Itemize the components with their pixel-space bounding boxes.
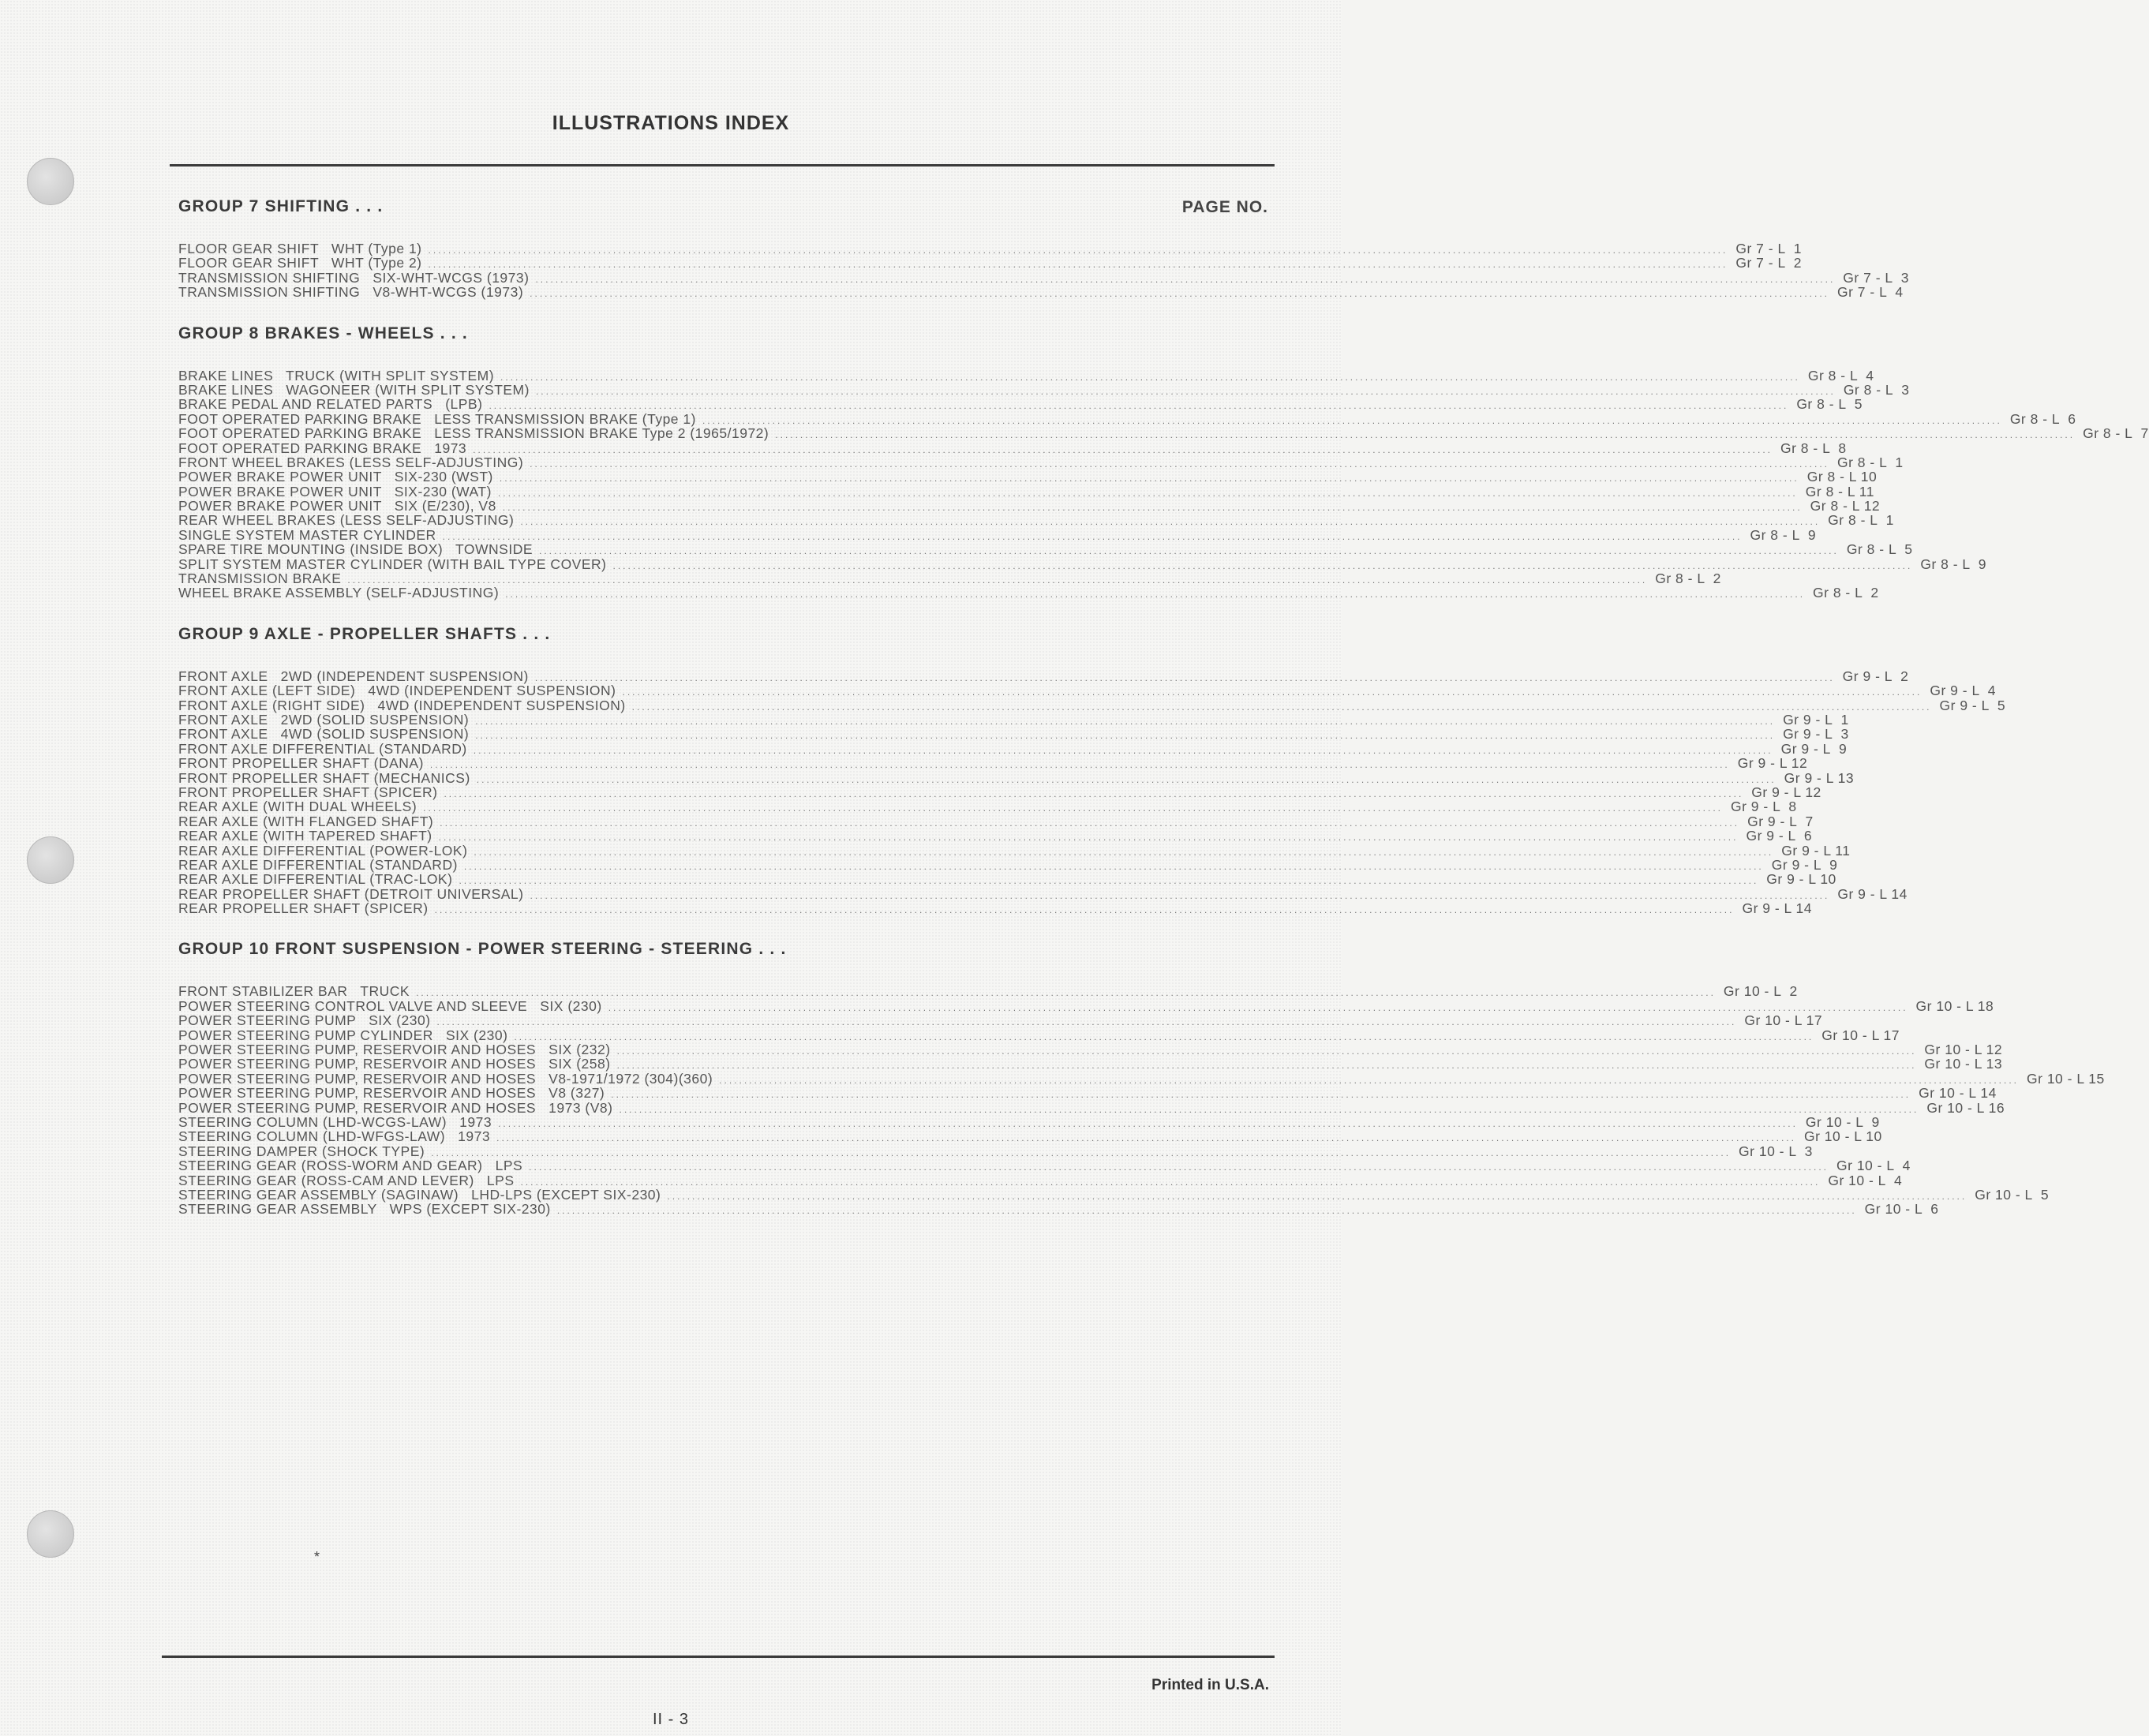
entry-title: REAR AXLE (WITH FLANGED SHAFT): [178, 813, 434, 829]
entry-page-ref: Gr 10 - L 14: [1919, 1085, 1997, 1102]
index-entry: [178, 842, 1851, 859]
entry-page-ref: Gr 10 - L 12: [1924, 1042, 2003, 1058]
dot-leader: ....................................................................................................................................................................................................................................................................: [416, 987, 1716, 999]
entry-page-ref: Gr 9 - L 3: [1783, 726, 1849, 743]
dot-leader: ....................................................................................................................................................................................................................................................................: [423, 803, 1723, 814]
entry-title: POWER STEERING PUMP, RESERVOIR AND HOSES V8 (327): [178, 1085, 605, 1102]
dot-leader: ....................................................................................................................................................................................................................................................................: [438, 832, 1739, 844]
index-entry: [178, 1113, 1880, 1130]
entry-page-ref: Gr 8 - L 9: [1750, 526, 1817, 543]
entry-page-ref: Gr 8 - L 4: [1807, 367, 1874, 383]
entry-title: FRONT PROPELLER SHAFT (MECHANICS): [178, 769, 470, 786]
entry-title: FOOT OPERATED PARKING BRAKE LESS TRANSMISSION BRAKE (Type 1): [178, 410, 696, 427]
page-title: ILLUSTRATIONS INDEX: [552, 112, 790, 134]
dot-leader: ....................................................................................................................................................................................................................................................................: [619, 1103, 1919, 1115]
entry-title: FRONT AXLE 4WD (SOLID SUSPENSION): [178, 726, 470, 743]
index-entry: [178, 255, 1802, 271]
index-entry: [178, 997, 1994, 1014]
dot-leader: ....................................................................................................................................................................................................................................................................: [702, 414, 2002, 426]
bottom-rule: [162, 1656, 1275, 1658]
entry-title: STEERING GEAR ASSEMBLY WPS (EXCEPT SIX-230): [178, 1201, 551, 1218]
entry-title: POWER STEERING PUMP, RESERVOIR AND HOSES SIX (232): [178, 1042, 611, 1058]
entry-title: STEERING COLUMN (LHD-WCGS-LAW) 1973: [178, 1113, 492, 1130]
entry-page-ref: Gr 9 - L 12: [1737, 755, 1808, 772]
entry-title: REAR AXLE DIFFERENTIAL (TRAC-LOK): [178, 871, 453, 888]
index-entry: [178, 668, 1909, 684]
dot-leader: ....................................................................................................................................................................................................................................................................: [473, 744, 1773, 756]
index-content: [178, 195, 2149, 1218]
binder-hole-middle: [27, 836, 74, 884]
entry-page-ref: Gr 10 - L 9: [1805, 1113, 1880, 1130]
entry-title: STEERING GEAR (ROSS-CAM AND LEVER) LPS: [178, 1172, 515, 1188]
entry-title: STEERING GEAR ASSEMBLY (SAGINAW) LHD-LPS (EXCEPT SIX-230): [178, 1186, 661, 1203]
index-entry: [178, 799, 1797, 815]
index-entry: [178, 1027, 1900, 1043]
entry-title: TRANSMISSION SHIFTING V8-WHT-WCGS (1973): [178, 284, 524, 301]
entry-title: FRONT AXLE 2WD (INDEPENDENT SUSPENSION): [178, 668, 529, 684]
entry-page-ref: Gr 8 - L 1: [1828, 512, 1894, 529]
entry-title: POWER STEERING PUMP, RESERVOIR AND HOSES 1973 (V8): [178, 1099, 613, 1116]
entry-title: FOOT OPERATED PARKING BRAKE 1973: [178, 440, 467, 456]
entry-title: REAR PROPELLER SHAFT (SPICER): [178, 900, 429, 917]
entry-page-ref: Gr 9 - L 4: [1930, 683, 1996, 699]
entry-page-ref: Gr 8 - L 1: [1837, 454, 1904, 470]
dot-leader: ....................................................................................................................................................................................................................................................................: [539, 545, 1839, 557]
group-heading: GROUP 10 FRONT SUSPENSION - POWER STEERING - STEERING . . .: [178, 940, 787, 959]
entry-title: POWER STEERING CONTROL VALVE AND SLEEVE SIX (230): [178, 997, 602, 1014]
entry-title: REAR PROPELLER SHAFT (DETROIT UNIVERSAL): [178, 885, 524, 902]
dot-leader: ....................................................................................................................................................................................................................................................................: [499, 473, 1799, 485]
dot-leader: ....................................................................................................................................................................................................................................................................: [429, 759, 1730, 771]
group-heading: GROUP 9 AXLE - PROPELLER SHAFTS . . .: [178, 624, 551, 643]
entry-title: POWER BRAKE POWER UNIT SIX-230 (WAT): [178, 483, 492, 499]
entry-page-ref: Gr 9 - L 14: [1837, 885, 1908, 902]
entry-page-ref: Gr 9 - L 1: [1783, 711, 1849, 728]
entry-title: TRANSMISSION SHIFTING SIX-WHT-WCGS (1973): [178, 269, 530, 286]
index-entry: [178, 1042, 2003, 1058]
index-entry: [178, 885, 1908, 902]
index-entry: [178, 769, 1855, 786]
entry-title: BRAKE LINES TRUCK (WITH SPLIT SYSTEM): [178, 367, 495, 383]
entry-page-ref: Gr 8 - L 5: [1846, 541, 1913, 558]
index-entry: [178, 1172, 1903, 1188]
entry-title: POWER STEERING PUMP SIX (230): [178, 1012, 431, 1029]
entry-title: REAR AXLE DIFFERENTIAL (STANDARD): [178, 856, 458, 873]
index-entry: [178, 541, 1913, 558]
index-entry: [178, 740, 1848, 757]
index-entry: [178, 1085, 1997, 1102]
dot-leader: ....................................................................................................................................................................................................................................................................: [428, 259, 1728, 271]
dot-leader: ....................................................................................................................................................................................................................................................................: [500, 371, 1800, 383]
entry-title: POWER STEERING PUMP, RESERVOIR AND HOSES SIX (258): [178, 1056, 611, 1072]
dot-leader: ....................................................................................................................................................................................................................................................................: [667, 1190, 1967, 1202]
entry-page-ref: Gr 9 - L 9: [1780, 740, 1848, 757]
index-entry: [178, 381, 1910, 398]
index-entry: [178, 828, 1813, 844]
entry-page-ref: Gr 8 - L 12: [1810, 498, 1881, 514]
asterisk-mark: *: [314, 1549, 320, 1565]
entry-page-ref: Gr 9 - L 9: [1771, 856, 1838, 873]
dot-leader: ....................................................................................................................................................................................................................................................................: [442, 530, 1743, 542]
dot-leader: ....................................................................................................................................................................................................................................................................: [463, 860, 1764, 872]
dot-leader: ....................................................................................................................................................................................................................................................................: [719, 1074, 2020, 1086]
index-entry: [178, 1012, 1823, 1029]
entry-page-ref: Gr 10 - L 17: [1744, 1012, 1823, 1029]
entry-page-ref: Gr 8 - L 5: [1796, 396, 1863, 413]
entry-title: FRONT WHEEL BRAKES (LESS SELF-ADJUSTING): [178, 454, 524, 470]
index-entry: [178, 440, 1847, 456]
dot-leader: ....................................................................................................................................................................................................................................................................: [616, 1060, 1917, 1072]
entry-title: POWER BRAKE POWER UNIT SIX (E/230), V8: [178, 498, 496, 514]
entry-title: FRONT STABILIZER BAR TRUCK: [178, 983, 410, 1000]
dot-leader: ....................................................................................................................................................................................................................................................................: [489, 400, 1789, 412]
dot-leader: ....................................................................................................................................................................................................................................................................: [347, 574, 1648, 586]
index-entry: [178, 512, 1894, 529]
entry-page-ref: Gr 8 - L 10: [1806, 469, 1878, 485]
entry-title: SINGLE SYSTEM MASTER CYLINDER: [178, 526, 436, 543]
entry-title: FOOT OPERATED PARKING BRAKE LESS TRANSMISSION BRAKE Type 2 (1965/1972): [178, 425, 769, 442]
index-entry: [178, 755, 1808, 772]
entry-page-ref: Gr 9 - L 13: [1784, 769, 1855, 786]
index-entry: [178, 1099, 2005, 1116]
entry-page-ref: Gr 10 - L 15: [2027, 1070, 2105, 1087]
entry-page-ref: Gr 10 - L 4: [1836, 1158, 1911, 1174]
index-entry: [178, 1186, 2050, 1203]
entry-page-ref: Gr 10 - L 13: [1924, 1056, 2003, 1072]
index-entry: [178, 871, 1836, 888]
binder-hole-top: [27, 158, 74, 205]
dot-leader: ....................................................................................................................................................................................................................................................................: [529, 1162, 1829, 1173]
index-entry: [178, 1143, 1813, 1159]
entry-title: REAR AXLE (WITH DUAL WHEELS): [178, 799, 417, 815]
entry-title: STEERING GEAR (ROSS-WORM AND GEAR) LPS: [178, 1158, 523, 1174]
dot-leader: ....................................................................................................................................................................................................................................................................: [530, 458, 1829, 470]
dot-leader: ....................................................................................................................................................................................................................................................................: [497, 487, 1798, 499]
entry-title: FLOOR GEAR SHIFT WHT (Type 1): [178, 241, 422, 256]
entry-title: FRONT AXLE DIFFERENTIAL (STANDARD): [178, 740, 467, 757]
index-entry: [178, 571, 1721, 587]
dot-leader: ....................................................................................................................................................................................................................................................................: [505, 589, 1806, 600]
index-entry: [178, 269, 1909, 286]
group-section: [178, 600, 2006, 917]
dot-leader: ....................................................................................................................................................................................................................................................................: [474, 846, 1774, 858]
binder-hole-bottom: [27, 1510, 74, 1558]
index-entry: [178, 284, 1904, 301]
index-entry: [178, 483, 1874, 499]
entry-page-ref: Gr 10 - L 10: [1803, 1128, 1882, 1145]
group-section: [178, 300, 2149, 601]
index-entry: [178, 556, 1986, 572]
entry-page-ref: Gr 10 - L 17: [1821, 1027, 1900, 1043]
entry-page-ref: Gr 10 - L 18: [1915, 997, 1994, 1014]
index-entry: [178, 1070, 2105, 1087]
group-section: [178, 195, 1909, 301]
index-entry: [178, 454, 1904, 470]
entry-page-ref: Gr 9 - L 2: [1842, 668, 1909, 684]
entry-page-ref: Gr 10 - L 16: [1926, 1099, 2005, 1116]
group-heading: GROUP 8 BRAKES - WHEELS . . .: [178, 324, 468, 342]
entry-page-ref: Gr 9 - L 14: [1742, 900, 1812, 917]
index-entry: [178, 469, 1878, 485]
dot-leader: ....................................................................................................................................................................................................................................................................: [530, 288, 1829, 300]
index-entry: [178, 711, 1849, 728]
entry-title: POWER STEERING PUMP CYLINDER SIX (230): [178, 1027, 508, 1043]
top-rule: [170, 164, 1275, 166]
index-entry: [178, 526, 1817, 543]
printed-in-label: Printed in U.S.A.: [1151, 1677, 1269, 1693]
entry-title: FRONT AXLE (RIGHT SIDE) 4WD (INDEPENDENT SUSPENSION): [178, 697, 626, 713]
dot-leader: ....................................................................................................................................................................................................................................................................: [622, 687, 1922, 698]
entry-title: POWER BRAKE POWER UNIT SIX-230 (WST): [178, 469, 493, 485]
dot-leader: ....................................................................................................................................................................................................................................................................: [631, 701, 1932, 713]
dot-leader: ....................................................................................................................................................................................................................................................................: [611, 1089, 1911, 1101]
index-entry: [178, 585, 1879, 601]
entry-page-ref: Gr 10 - L 2: [1723, 983, 1798, 1000]
entry-page-ref: Gr 9 - L 5: [1939, 697, 2006, 713]
index-entry: [178, 697, 2006, 713]
dot-leader: ....................................................................................................................................................................................................................................................................: [434, 904, 1735, 916]
entry-title: REAR AXLE (WITH TAPERED SHAFT): [178, 828, 432, 844]
dot-leader: ....................................................................................................................................................................................................................................................................: [514, 1031, 1814, 1042]
index-entry: [178, 900, 1812, 917]
dot-leader: ....................................................................................................................................................................................................................................................................: [775, 429, 2076, 441]
dot-leader: ....................................................................................................................................................................................................................................................................: [459, 875, 1759, 887]
dot-leader: ....................................................................................................................................................................................................................................................................: [556, 1205, 1857, 1217]
entry-title: FRONT PROPELLER SHAFT (DANA): [178, 755, 424, 772]
entry-title: FRONT PROPELLER SHAFT (SPICER): [178, 784, 438, 800]
dot-leader: ....................................................................................................................................................................................................................................................................: [498, 1117, 1798, 1129]
dot-leader: ....................................................................................................................................................................................................................................................................: [535, 385, 1836, 397]
entry-page-ref: Gr 7 - L 2: [1735, 255, 1802, 271]
dot-leader: ....................................................................................................................................................................................................................................................................: [520, 516, 1821, 528]
entry-page-ref: Gr 7 - L 3: [1843, 269, 1909, 286]
index-entry: [178, 784, 1821, 800]
dot-leader: ....................................................................................................................................................................................................................................................................: [475, 715, 1776, 727]
index-entry: [178, 396, 1863, 413]
entry-title: BRAKE PEDAL AND RELATED PARTS (LPB): [178, 396, 483, 413]
dot-leader: ....................................................................................................................................................................................................................................................................: [496, 1132, 1796, 1144]
entry-page-ref: Gr 7 - L 4: [1837, 284, 1904, 301]
index-entry: [178, 367, 1874, 383]
dot-leader: ....................................................................................................................................................................................................................................................................: [534, 672, 1835, 683]
dot-leader: ....................................................................................................................................................................................................................................................................: [502, 502, 1803, 514]
dot-leader: ....................................................................................................................................................................................................................................................................: [520, 1176, 1821, 1188]
index-entry: [178, 425, 2149, 442]
entry-page-ref: Gr 9 - L 6: [1746, 828, 1813, 844]
entry-page-ref: Gr 10 - L 5: [1975, 1186, 2050, 1203]
entry-title: POWER STEERING PUMP, RESERVOIR AND HOSES V8-1971/1972 (304)(360): [178, 1070, 713, 1087]
index-entry: [178, 241, 1802, 256]
index-entry: [178, 1128, 1882, 1145]
entry-page-ref: Gr 9 - L 8: [1731, 799, 1797, 815]
entry-title: SPLIT SYSTEM MASTER CYLINDER (WITH BAIL TYPE COVER): [178, 556, 607, 572]
index-entry: [178, 856, 1838, 873]
entry-title: FRONT AXLE (LEFT SIDE) 4WD (INDEPENDENT SUSPENSION): [178, 683, 616, 699]
index-entry: [178, 726, 1849, 743]
dot-leader: ....................................................................................................................................................................................................................................................................: [530, 889, 1830, 901]
dot-leader: ....................................................................................................................................................................................................................................................................: [444, 788, 1744, 799]
dot-leader: ....................................................................................................................................................................................................................................................................: [535, 273, 1836, 285]
entry-page-ref: Gr 8 - L 2: [1655, 571, 1721, 587]
index-entry: [178, 1158, 1911, 1174]
dot-leader: ....................................................................................................................................................................................................................................................................: [608, 1001, 1908, 1013]
index-entry: [178, 1201, 1939, 1218]
entry-page-ref: Gr 9 - L 7: [1747, 813, 1814, 829]
page-number: II - 3: [652, 1711, 689, 1728]
group-heading: GROUP 7 SHIFTING . . .: [178, 197, 384, 215]
entry-page-ref: Gr 8 - L 3: [1843, 381, 1910, 398]
entry-page-ref: Gr 8 - L 7: [2083, 425, 2149, 442]
entry-page-ref: Gr 9 - L 11: [1781, 842, 1851, 859]
entry-title: REAR WHEEL BRAKES (LESS SELF-ADJUSTING): [178, 512, 515, 529]
dot-leader: ....................................................................................................................................................................................................................................................................: [428, 245, 1728, 256]
entry-page-ref: Gr 9 - L 10: [1766, 871, 1836, 888]
index-entry: [178, 410, 2076, 427]
dot-leader: ....................................................................................................................................................................................................................................................................: [431, 1147, 1732, 1158]
entry-page-ref: Gr 10 - L 6: [1864, 1201, 1939, 1218]
group-section: [178, 915, 2105, 1218]
entry-title: REAR AXLE DIFFERENTIAL (POWER-LOK): [178, 842, 468, 859]
entry-title: STEERING DAMPER (SHOCK TYPE): [178, 1143, 425, 1159]
entry-title: BRAKE LINES WAGONEER (WITH SPLIT SYSTEM): [178, 381, 530, 398]
entry-title: WHEEL BRAKE ASSEMBLY (SELF-ADJUSTING): [178, 585, 500, 601]
entry-title: FLOOR GEAR SHIFT WHT (Type 2): [178, 255, 422, 271]
dot-leader: ....................................................................................................................................................................................................................................................................: [436, 1016, 1737, 1028]
entry-page-ref: Gr 8 - L 2: [1813, 585, 1879, 601]
entry-title: STEERING COLUMN (LHD-WFGS-LAW) 1973: [178, 1128, 491, 1145]
entry-page-ref: Gr 8 - L 9: [1920, 556, 1986, 572]
dot-leader: ....................................................................................................................................................................................................................................................................: [616, 1046, 1917, 1057]
entry-title: FRONT AXLE 2WD (SOLID SUSPENSION): [178, 711, 470, 728]
dot-leader: ....................................................................................................................................................................................................................................................................: [612, 559, 1913, 571]
entry-page-ref: Gr 10 - L 3: [1739, 1143, 1813, 1159]
entry-page-ref: Gr 8 - L 8: [1780, 440, 1847, 456]
entry-page-ref: Gr 9 - L 12: [1751, 784, 1821, 800]
entry-page-ref: Gr 7 - L 1: [1735, 241, 1802, 256]
index-entry: [178, 813, 1814, 829]
entry-title: SPARE TIRE MOUNTING (INSIDE BOX) TOWNSIDE: [178, 541, 534, 558]
index-entry: [178, 683, 1996, 699]
page-no-header: PAGE NO.: [1181, 198, 1268, 216]
dot-leader: ....................................................................................................................................................................................................................................................................: [475, 730, 1776, 742]
entry-page-ref: Gr 8 - L 11: [1805, 483, 1874, 499]
dot-leader: ....................................................................................................................................................................................................................................................................: [476, 773, 1776, 785]
dot-leader: ....................................................................................................................................................................................................................................................................: [440, 817, 1740, 829]
entry-page-ref: Gr 8 - L 6: [2009, 410, 2076, 427]
dot-leader: ....................................................................................................................................................................................................................................................................: [473, 443, 1773, 455]
entry-page-ref: Gr 10 - L 4: [1828, 1172, 1903, 1188]
index-entry: [178, 1056, 2003, 1072]
index-entry: [178, 983, 1798, 1000]
index-entry: [178, 498, 1881, 514]
entry-title: TRANSMISSION BRAKE: [178, 571, 342, 587]
